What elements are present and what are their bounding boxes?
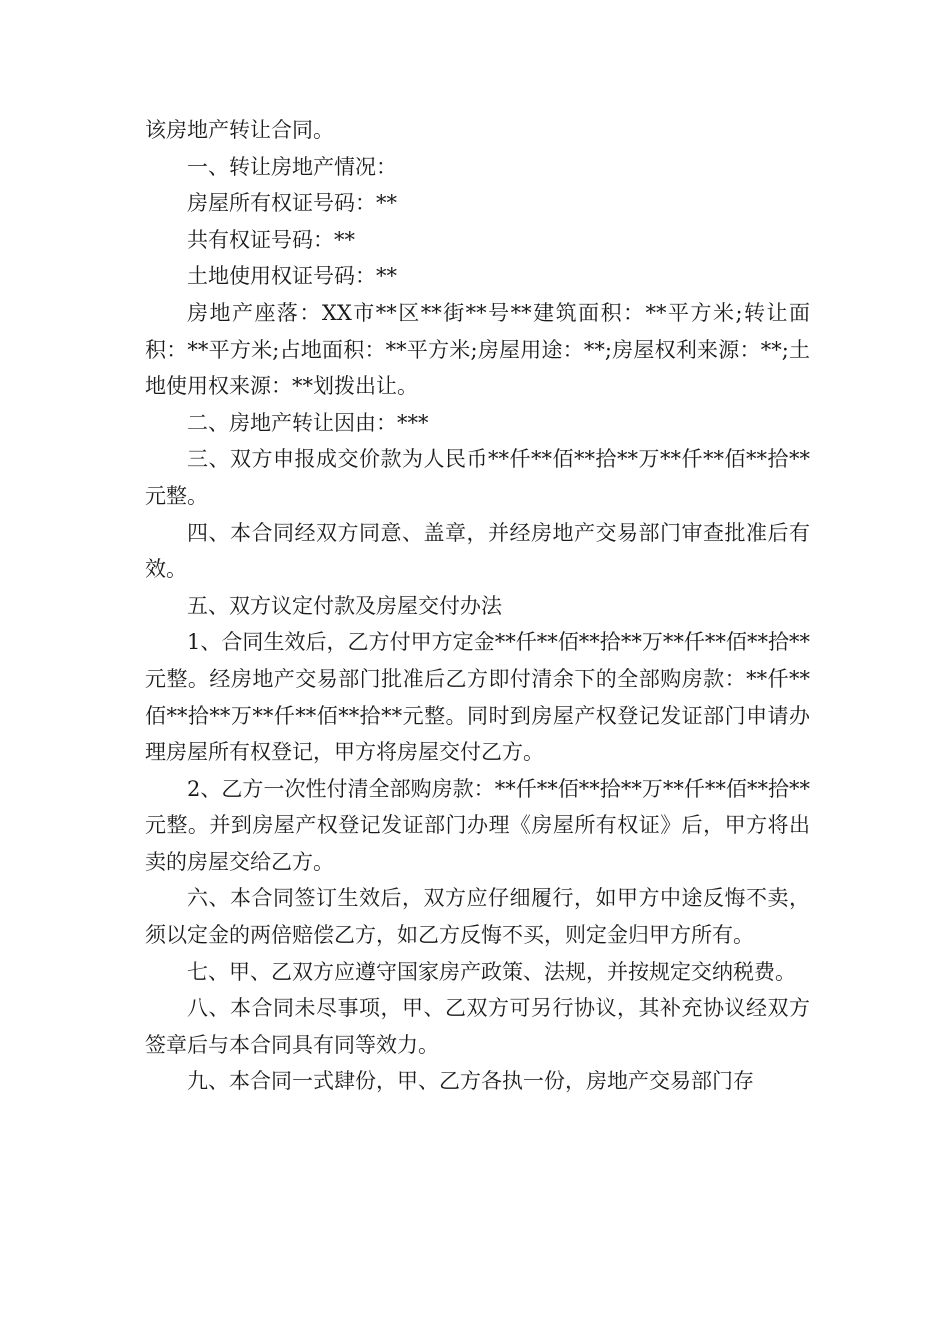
paragraph-section-3: 三、双方申报成交价款为人民币**仟**佰**拾**万**仟**佰**拾**元整。 [145,447,810,508]
paragraph-section-5: 五、双方议定付款及房屋交付办法 [187,593,502,618]
paragraph-land-use-cert: 土地使用权证号码：** [187,264,397,289]
paragraph-section-7: 七、甲、乙双方应遵守国家房产政策、法规，并按规定交纳税费。 [187,959,796,984]
paragraph-section-6: 六、本合同签订生效后，双方应仔细履行，如甲方中途反悔不卖，须以定金的两倍赔偿乙方，如乙方反悔不买，则定金归甲方所有。 [145,886,810,948]
paragraph-co-ownership-cert: 共有权证号码：** [187,227,355,252]
paragraph-section-5-item-2: 2、乙方一次性付清全部购房款：**仟**佰**拾**万**仟**佰**拾**元整。并到房屋产权登记发证部门办理《房屋所有权证》后，甲方将出卖的房屋交给乙方。 [145,776,810,874]
paragraph-section-4: 四、本合同经双方同意、盖章，并经房地产交易部门审查批准后有效。 [145,520,810,582]
paragraph-section-1: 一、转让房地产情况： [187,154,397,179]
paragraph-section-8: 八、本合同未尽事项，甲、乙双方可另行协议，其补充协议经双方签章后与本合同具有同等效力。 [145,996,810,1057]
paragraph-section-9: 九、本合同一式肆份，甲、乙方各执一份，房地产交易部门存 [187,1069,754,1094]
paragraph-ownership-cert: 房屋所有权证号码：** [187,191,397,216]
paragraph-section-2: 二、房地产转让因由：*** [187,410,429,435]
paragraph-property-location: 房地产座落：XX市**区**街**号**建筑面积：**平方米;转让面积：**平方米;占地面积：**平方米;房屋用途：**;房屋权利来源：**;土地使用权来源：**划拨出让。 [145,300,810,399]
paragraph-intro: 该房地产转让合同。 [145,118,334,142]
paragraph-section-5-item-1: 1、合同生效后，乙方付甲方定金**仟**佰**拾**万**仟**佰**拾**元整。经房地产交易部门批准后乙方即付清余下的全部购房款：**仟**佰**拾**万**仟**佰**拾**元整。同时到房屋产权登记发证部门申请办理房屋所有权登记，甲方将房屋交付乙方。 [145,630,810,765]
document-body [145,112,810,1100]
